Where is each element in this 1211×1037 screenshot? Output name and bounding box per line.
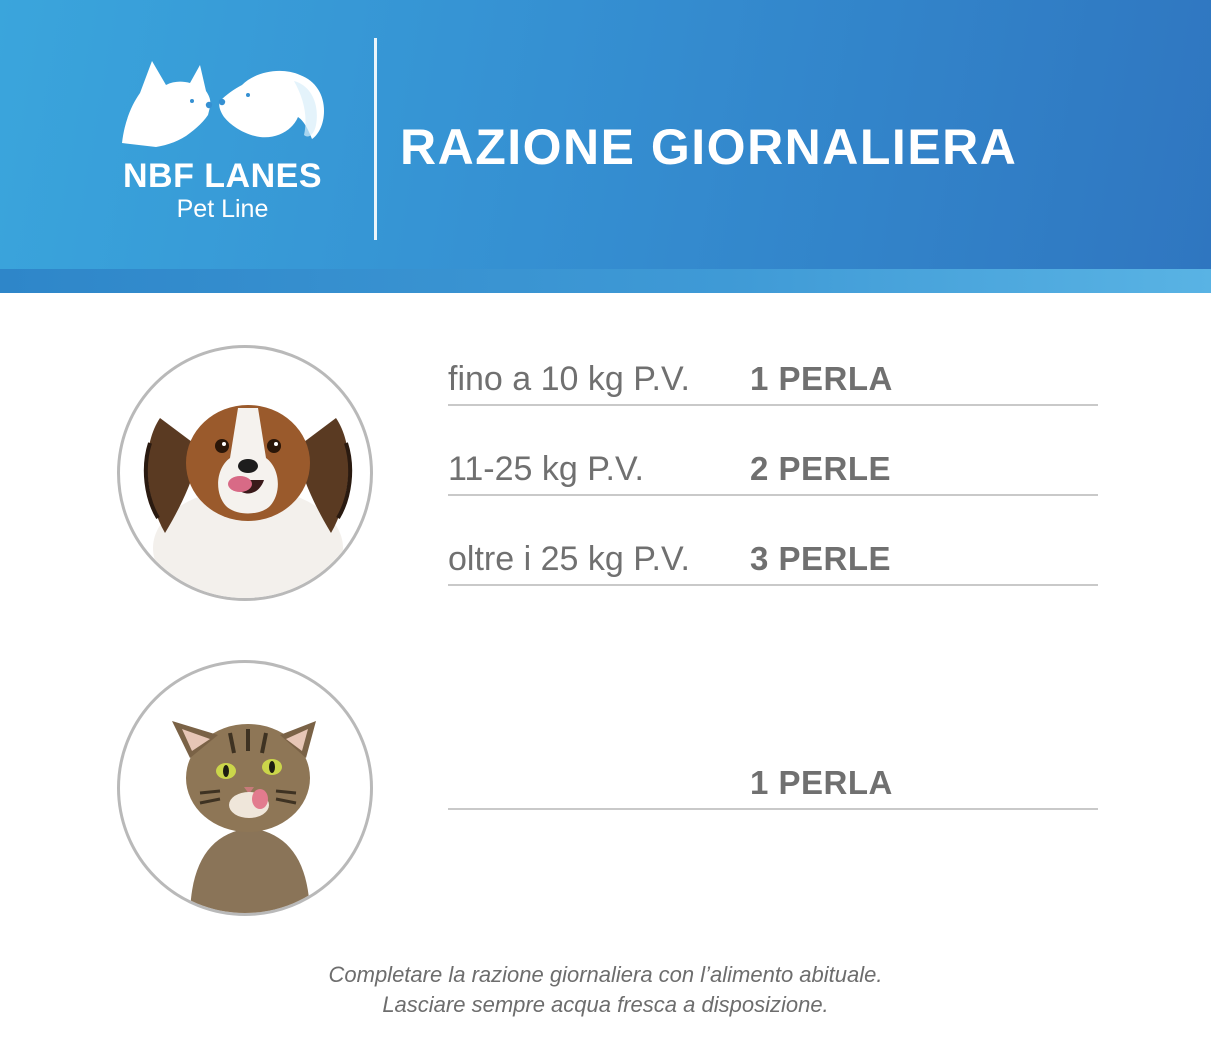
weight-label: 11-25 kg P.V. xyxy=(448,450,644,488)
dog-illustration xyxy=(120,348,373,601)
cat-and-dog-silhouette-icon xyxy=(110,55,335,155)
ration-value: 3 PERLE xyxy=(750,540,892,577)
cat-illustration xyxy=(120,663,373,916)
ration-value: 1 PERLA xyxy=(750,764,893,801)
weight-label: fino a 10 kg P.V. xyxy=(448,360,690,398)
ration-value: 1 PERLA xyxy=(750,360,893,397)
dog-ration-row-1 xyxy=(448,354,1098,406)
cat-photo xyxy=(117,660,373,916)
header-banner xyxy=(0,0,1211,293)
footer-note-line-1: Completare la razione giornaliera con l’alimento abituale. xyxy=(328,962,883,987)
dog-photo xyxy=(117,345,373,601)
cat-ration-row xyxy=(448,758,1098,810)
header-divider xyxy=(374,38,377,240)
brand-name: NBF LANES xyxy=(122,157,323,195)
weight-label: oltre i 25 kg P.V. xyxy=(448,540,690,578)
page-title: RAZIONE GIORNALIERA xyxy=(400,119,1018,175)
dog-ration-row-2 xyxy=(448,444,1098,496)
dog-ration-row-3 xyxy=(448,534,1098,586)
footer-note-line-2: Lasciare sempre acqua fresca a disposizione. xyxy=(382,992,829,1017)
brand-logo xyxy=(110,55,335,230)
brand-subtitle: Pet Line xyxy=(176,195,269,223)
ration-value: 2 PERLE xyxy=(750,450,892,487)
header-band xyxy=(0,269,1211,293)
